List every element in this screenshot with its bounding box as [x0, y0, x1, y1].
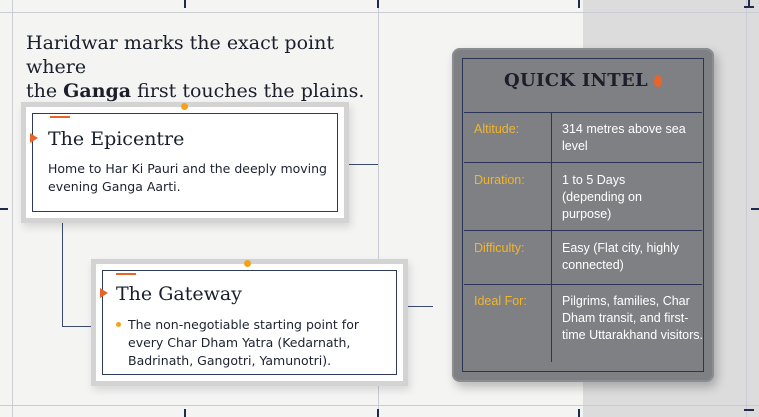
- frame-tick: [578, 0, 580, 8]
- connector-line: [62, 326, 96, 327]
- headline-line-2: [26, 79, 386, 103]
- guide-line: [0, 405, 759, 406]
- card-body-text: The non-negotiable starting point for every Char Dham Yatra (Kedarnath, Badrinath, Gangotri, Yamunotri).: [128, 317, 359, 368]
- connector-line: [342, 164, 378, 165]
- row-divider: [464, 162, 702, 163]
- intel-value-duration: 1 to 5 Days (depending on purpose): [562, 173, 642, 221]
- intel-label-altitude: Altitude:: [474, 122, 520, 136]
- card-body: [128, 316, 390, 370]
- frame-tick: [578, 409, 580, 417]
- frame-tick: [377, 409, 379, 417]
- row-divider: [464, 112, 702, 113]
- triangle-marker-icon: [30, 133, 38, 143]
- quick-intel-title-text: QUICK INTEL: [504, 70, 648, 91]
- card-dot-icon: [181, 103, 188, 110]
- intel-label-ideal-for: Ideal For:: [474, 294, 527, 308]
- intel-value-altitude: 314 metres above sea level: [562, 122, 686, 153]
- guide-line: [746, 0, 747, 417]
- quick-intel-title: [452, 70, 714, 91]
- triangle-marker-icon: [100, 288, 108, 298]
- guide-line: [0, 12, 759, 13]
- connector-line: [403, 306, 433, 307]
- card-title: The Epicentre: [48, 128, 185, 150]
- headline-text: first touches the plains.: [131, 80, 365, 102]
- frame-tick: [751, 208, 759, 210]
- bullet-dot-icon: [116, 322, 121, 327]
- intel-label-difficulty: Difficulty:: [474, 241, 525, 255]
- headline-text: the: [26, 80, 64, 102]
- headline: [26, 31, 386, 103]
- frame-tick: [184, 409, 186, 417]
- intel-value-ideal-for: Pilgrims, families, Char Dham transit, and first-time Uttarakhand visitors.: [562, 294, 704, 342]
- row-divider: [464, 284, 702, 285]
- frame-tick: [0, 208, 8, 210]
- card-gateway: [96, 264, 403, 381]
- card-accent-dash: [116, 273, 136, 275]
- headline-highlight: Ganga: [63, 80, 132, 102]
- frame-tick: [744, 6, 754, 8]
- frame-tick: [744, 409, 754, 411]
- card-accent-dash: [50, 116, 70, 118]
- frame-tick: [377, 0, 379, 8]
- connector-line: [62, 218, 63, 326]
- frame-tick: [184, 0, 186, 8]
- flame-icon: [654, 75, 662, 87]
- card-body: Home to Har Ki Pauri and the deeply moving evening Ganga Aarti.: [48, 161, 327, 194]
- card-title: The Gateway: [116, 283, 242, 305]
- row-divider: [464, 230, 702, 231]
- headline-line-1: Haridwar marks the exact point where: [26, 32, 334, 78]
- intel-value-difficulty: Easy (Flat city, highly connected): [562, 241, 680, 272]
- intel-label-duration: Duration:: [474, 173, 525, 187]
- guide-line: [12, 0, 13, 417]
- card-epicentre: [26, 107, 344, 218]
- quick-intel-panel: [452, 48, 714, 382]
- column-divider: [551, 112, 552, 362]
- card-dot-icon: [244, 260, 251, 267]
